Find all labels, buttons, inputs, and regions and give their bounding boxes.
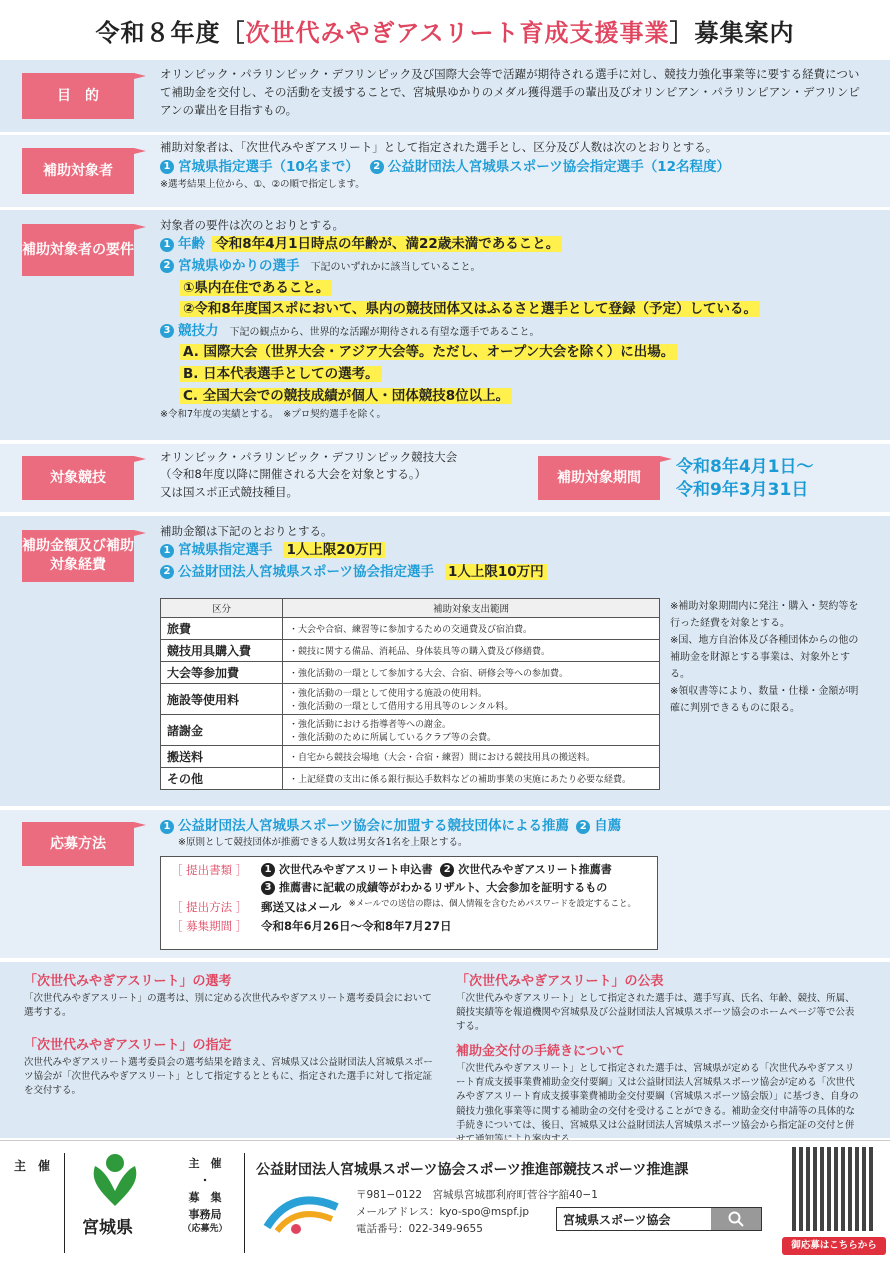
doc-1: 次世代みやぎアスリート申込書 (279, 863, 433, 876)
apply-body (160, 816, 870, 851)
num-2: 2 (160, 565, 174, 579)
row-value-1: ・強化活動の一環として使用する施設の使用料。 (289, 689, 488, 699)
search-box[interactable] (556, 1207, 762, 1231)
row-key: 諸謝金 (161, 715, 283, 746)
row-key: その他 (161, 768, 283, 790)
sport-tag: 対象競技 (22, 456, 134, 500)
num-3: 3 (261, 881, 275, 895)
table-header (161, 599, 660, 618)
title-prefix: 令和８年度［ (95, 18, 246, 47)
row-value-1: ・自宅から競技会場地（大会・合宿・練習）間における競技用具の搬送料。 (289, 753, 596, 763)
period-value (676, 456, 814, 502)
info-left (24, 972, 434, 1098)
req-origin-label: 宮城県ゆかりの選手 (178, 257, 300, 274)
purpose-section (0, 60, 890, 132)
amount-side-notes (670, 598, 865, 717)
org-label-3: 募 集 (188, 1191, 222, 1205)
apply-period-value: 令和8年6月26日～令和8年7月27日 (261, 918, 452, 933)
req-skill-c: C. 全国大会での競技成績が個人・団体競技8位以上。 (180, 388, 512, 404)
info-text-3: 「次世代みやぎアスリート」として指定された選手は、選手写真、氏名、年齢、競技、所属、競技実績等を報道機関や宮城県及び公益財団法人宮城県スポーツ協会のホームページ等で公表する。 (456, 992, 855, 1032)
apply-item-1: 公益財団法人宮城県スポーツ協会に加盟する競技団体による推薦 (178, 818, 569, 834)
sport-body (160, 449, 530, 501)
search-button[interactable] (711, 1208, 761, 1230)
period-end: 令和9年3月31日 (676, 479, 809, 500)
doc-2: 次世代みやぎアスリート推薦書 (458, 863, 612, 876)
apply-box (160, 856, 658, 950)
title-main: 次世代みやぎアスリート育成支援事業 (245, 18, 670, 47)
method-note: ※メールでの送信の際は、個人情報を含むためパスワードを設定すること。 (348, 899, 637, 910)
org-label (180, 1155, 230, 1237)
purpose-text: オリンピック・パラリンピック・デフリンピック及び国際大会等で活躍が期待される選手に対し、競技力強化事業等に要する経費について補助金を交付し、その活動を支援することで、宮城県ゆかりのメダル獲得選手の輩出及びオリンピアン・パラリンピアン・デフリンピアンの輩出を目指すもの。 (160, 67, 860, 117)
req-age-label: 年齢 (178, 236, 205, 253)
num-1: 1 (160, 820, 174, 834)
qr-code-icon[interactable] (792, 1147, 876, 1231)
amount-limit-1: 1人上限20万円 (283, 542, 385, 558)
side-note-3: ※領収書等により、数量・仕様・金額が明確に判別できるものに限る。 (670, 686, 859, 714)
apply-section (0, 810, 890, 958)
search-text: 宮城県スポーツ協会 (563, 1213, 671, 1227)
req-intro: 対象者の要件は次のとおりとする。 (160, 218, 344, 232)
table-row (161, 768, 660, 790)
info-heading-3: 「次世代みやぎアスリート」の公表 (456, 974, 664, 989)
table-row (161, 746, 660, 768)
phone: 電話番号：022-349-9655 (356, 1222, 483, 1235)
org-label-1: 主 催 (188, 1157, 222, 1170)
amount-tag: 補助金額及び補助対象経費 (22, 530, 134, 582)
period-start: 令和8年4月1日～ (676, 457, 814, 477)
sport-section (0, 444, 890, 512)
apply-tag: 応募方法 (22, 822, 134, 866)
qr-label[interactable]: 御応募はこちらから (782, 1237, 886, 1255)
num-1: 1 (160, 160, 174, 174)
title-suffix: ］募集案内 (669, 18, 795, 47)
sport-line-1: オリンピック・パラリンピック・デフリンピック競技大会 (160, 450, 458, 464)
host-label: 主 催 (14, 1159, 51, 1173)
row-value (283, 662, 660, 684)
row-value-1: ・競技に関する備品、消耗品、身体装具等の購入費及び修繕費。 (289, 647, 551, 657)
row-value (283, 715, 660, 746)
row-value-1: ・上記経費の支出に係る銀行振込手数料などの補助事業の実施にあたり必要な経費。 (289, 775, 632, 785)
divider (244, 1153, 245, 1253)
table-row (161, 662, 660, 684)
docs-label: ［ 提出書類 ］ (171, 863, 248, 877)
miyagi-logo-icon (80, 1151, 150, 1211)
pref-name: 宮城県 (82, 1218, 133, 1238)
address: 〒981−0122 宮城県宮城郡利府町菅谷字舘40−1 (356, 1189, 598, 1201)
num-2: 2 (160, 259, 174, 273)
apply-period-label: ［ 募集期間 ］ (171, 918, 248, 933)
num-1: 1 (160, 544, 174, 558)
req-skill-label: 競技力 (178, 322, 219, 339)
page-title (0, 0, 890, 60)
org-label-4: 事務局 (188, 1208, 222, 1222)
req-origin-note: 下記のいずれかに該当していること。 (310, 261, 481, 273)
method-value: 郵送又はメール (261, 900, 342, 915)
target-text: 補助対象者は、「次世代みやぎアスリート」として指定された選手とし、区分及び人数は次のとおりとする。 (160, 140, 718, 154)
num-1: 1 (160, 238, 174, 252)
row-value (283, 746, 660, 768)
email: メールアドレス：kyo-spo@mspf.jp (356, 1205, 530, 1218)
table-row (161, 640, 660, 662)
row-value (283, 640, 660, 662)
table-row (161, 715, 660, 746)
info-heading-2: 「次世代みやぎアスリート」の指定 (24, 1038, 232, 1053)
requirements-section (0, 210, 890, 440)
req-skill-note: 下記の観点から、世界的な活躍が期待される有望な選手であること。 (229, 326, 540, 338)
req-origin-1: ①県内在住であること。 (180, 280, 332, 296)
target-item-1: 宮城県指定選手（10名まで） (178, 158, 359, 175)
amount-intro: 補助金額は下記のとおりとする。 (160, 524, 333, 538)
side-note-2: ※国、地方自治体及び各種団体からの他の補助金を財源とする事業は、対象外とする。 (670, 635, 859, 680)
req-skill-a: A. 国際大会（世界大会・アジア大会等。ただし、オープン大会を除く）に出場。 (180, 344, 677, 360)
divider (64, 1153, 65, 1253)
side-note-1: ※補助対象期間内に発注・購入・契約等を行った経費を対象とする。 (670, 601, 859, 629)
req-skill-b: B. 日本代表選手としての選考。 (180, 366, 382, 382)
row-value-1: ・強化活動における指導者等への謝金。 (289, 720, 452, 730)
amount-item-1: 宮城県指定選手 (178, 542, 273, 559)
req-age-text: 令和8年4月1日時点の年齢が、満22歳未満であること。 (212, 236, 562, 252)
row-value (283, 768, 660, 790)
org-label-2: ・ (199, 1174, 211, 1188)
sport-line-3: 又は国スポ正式競技種目。 (160, 484, 298, 499)
amount-body (160, 522, 660, 584)
row-key: 搬送料 (161, 746, 283, 768)
expense-table (160, 598, 660, 790)
search-icon (728, 1211, 744, 1227)
apply-note: ※原則として競技団体が推薦できる人数は男女各1名を上限とする。 (178, 837, 468, 849)
row-value-2: ・強化活動の一環として借用する用具等のレンタル料。 (289, 702, 514, 712)
target-item-2: 公益財団法人宮城県スポーツ協会指定選手（12名程度） (387, 158, 731, 175)
info-text-2: 次世代みやぎアスリート選考委員会の選考結果を踏まえ、宮城県又は公益財団法人宮城県スポーツ協会が「次世代みやぎアスリート」として指定するとともに、指定された選手に対して指定証を交付する。 (24, 1056, 433, 1096)
requirements-tag: 補助対象者の要件 (22, 224, 134, 276)
row-value (283, 618, 660, 640)
target-body (160, 139, 870, 192)
sports-association-logo-icon (262, 1187, 342, 1237)
row-value-1: ・強化活動の一環として参加する大会、合宿、研修会等への参加費。 (289, 669, 569, 679)
info-text-4: 「次世代みやぎアスリート」として指定された選手は、宮城県が定める「次世代みやぎアスリート育成支援事業費補助金交付要綱」又は公益財団法人宮城県スポーツ協会が定める「次世代みやぎアスリート育成支援事業費補助金交付要綱（宮城県スポーツ協会版）」に基づき、自身の競技力強化事業等に関する補助金の交付を受けることができる。補助金交付申請等の具体的な手続きについては、後日、宮城県又は公益財団法人宮城県スポーツ協会から指定証の交付と併 (456, 1062, 859, 1131)
amount-section (0, 516, 890, 806)
row-key: 旅費 (161, 618, 283, 640)
footer (0, 1140, 890, 1286)
method-label: ［ 提出方法 ］ (171, 900, 248, 915)
info-heading-4: 補助金交付の手続きについて (456, 1044, 625, 1060)
th-category: 区分 (161, 599, 283, 618)
info-right (456, 972, 861, 1147)
row-value (283, 684, 660, 715)
org-name: 公益財団法人宮城県スポーツ協会スポーツ推進部競技スポーツ推進課 (256, 1162, 689, 1178)
info-text-1: 「次世代みやぎアスリート」の選考は、別に定める次世代みやぎアスリート選考委員会において選考する。 (24, 992, 432, 1018)
info-heading-1: 「次世代みやぎアスリート」の選考 (24, 974, 232, 989)
row-key: 施設等使用料 (161, 684, 283, 715)
period-tag: 補助対象期間 (538, 456, 660, 500)
target-tag: 補助対象者 (22, 148, 134, 194)
num-2: 2 (370, 160, 384, 174)
table-row (161, 618, 660, 640)
num-1: 1 (261, 863, 275, 877)
sport-line-2: （令和8年度以降に開催される大会を対象とする。） (160, 467, 427, 482)
info-section (0, 962, 890, 1138)
amount-limit-2: 1人上限10万円 (445, 564, 547, 580)
doc-3: 推薦書に記載の成績等がわかるリザルト、大会参加を証明するもの (279, 880, 608, 894)
num-2: 2 (440, 863, 454, 877)
req-origin-2: ②令和8年度国スポにおいて、県内の競技団体又はふるさと選手として登録（予定）している。 (180, 301, 760, 317)
th-scope: 補助対象支出範囲 (283, 599, 660, 618)
table-row (161, 684, 660, 715)
requirements-body (160, 216, 870, 422)
num-3: 3 (160, 324, 174, 338)
num-2: 2 (576, 820, 590, 834)
row-value-1: ・大会や合宿、練習等に参加するための交通費及び宿泊費。 (289, 625, 533, 635)
target-note: ※選考結果上位から、①、②の順で指定します。 (160, 178, 365, 190)
row-value-2: ・強化活動のために所属しているクラブ等の会費。 (289, 733, 497, 743)
row-key: 大会等参加費 (161, 662, 283, 684)
purpose-tag: 目 的 (22, 73, 134, 119)
req-note: ※令和7年度の実績とする。 ※プロ契約選手を除く。 (160, 409, 387, 421)
apply-item-2: 自薦 (594, 818, 622, 834)
org-label-5: （応募先） (182, 1224, 228, 1235)
amount-item-2: 公益財団法人宮城県スポーツ協会指定選手 (178, 563, 434, 580)
row-key: 競技用具購入費 (161, 640, 283, 662)
target-section (0, 135, 890, 207)
